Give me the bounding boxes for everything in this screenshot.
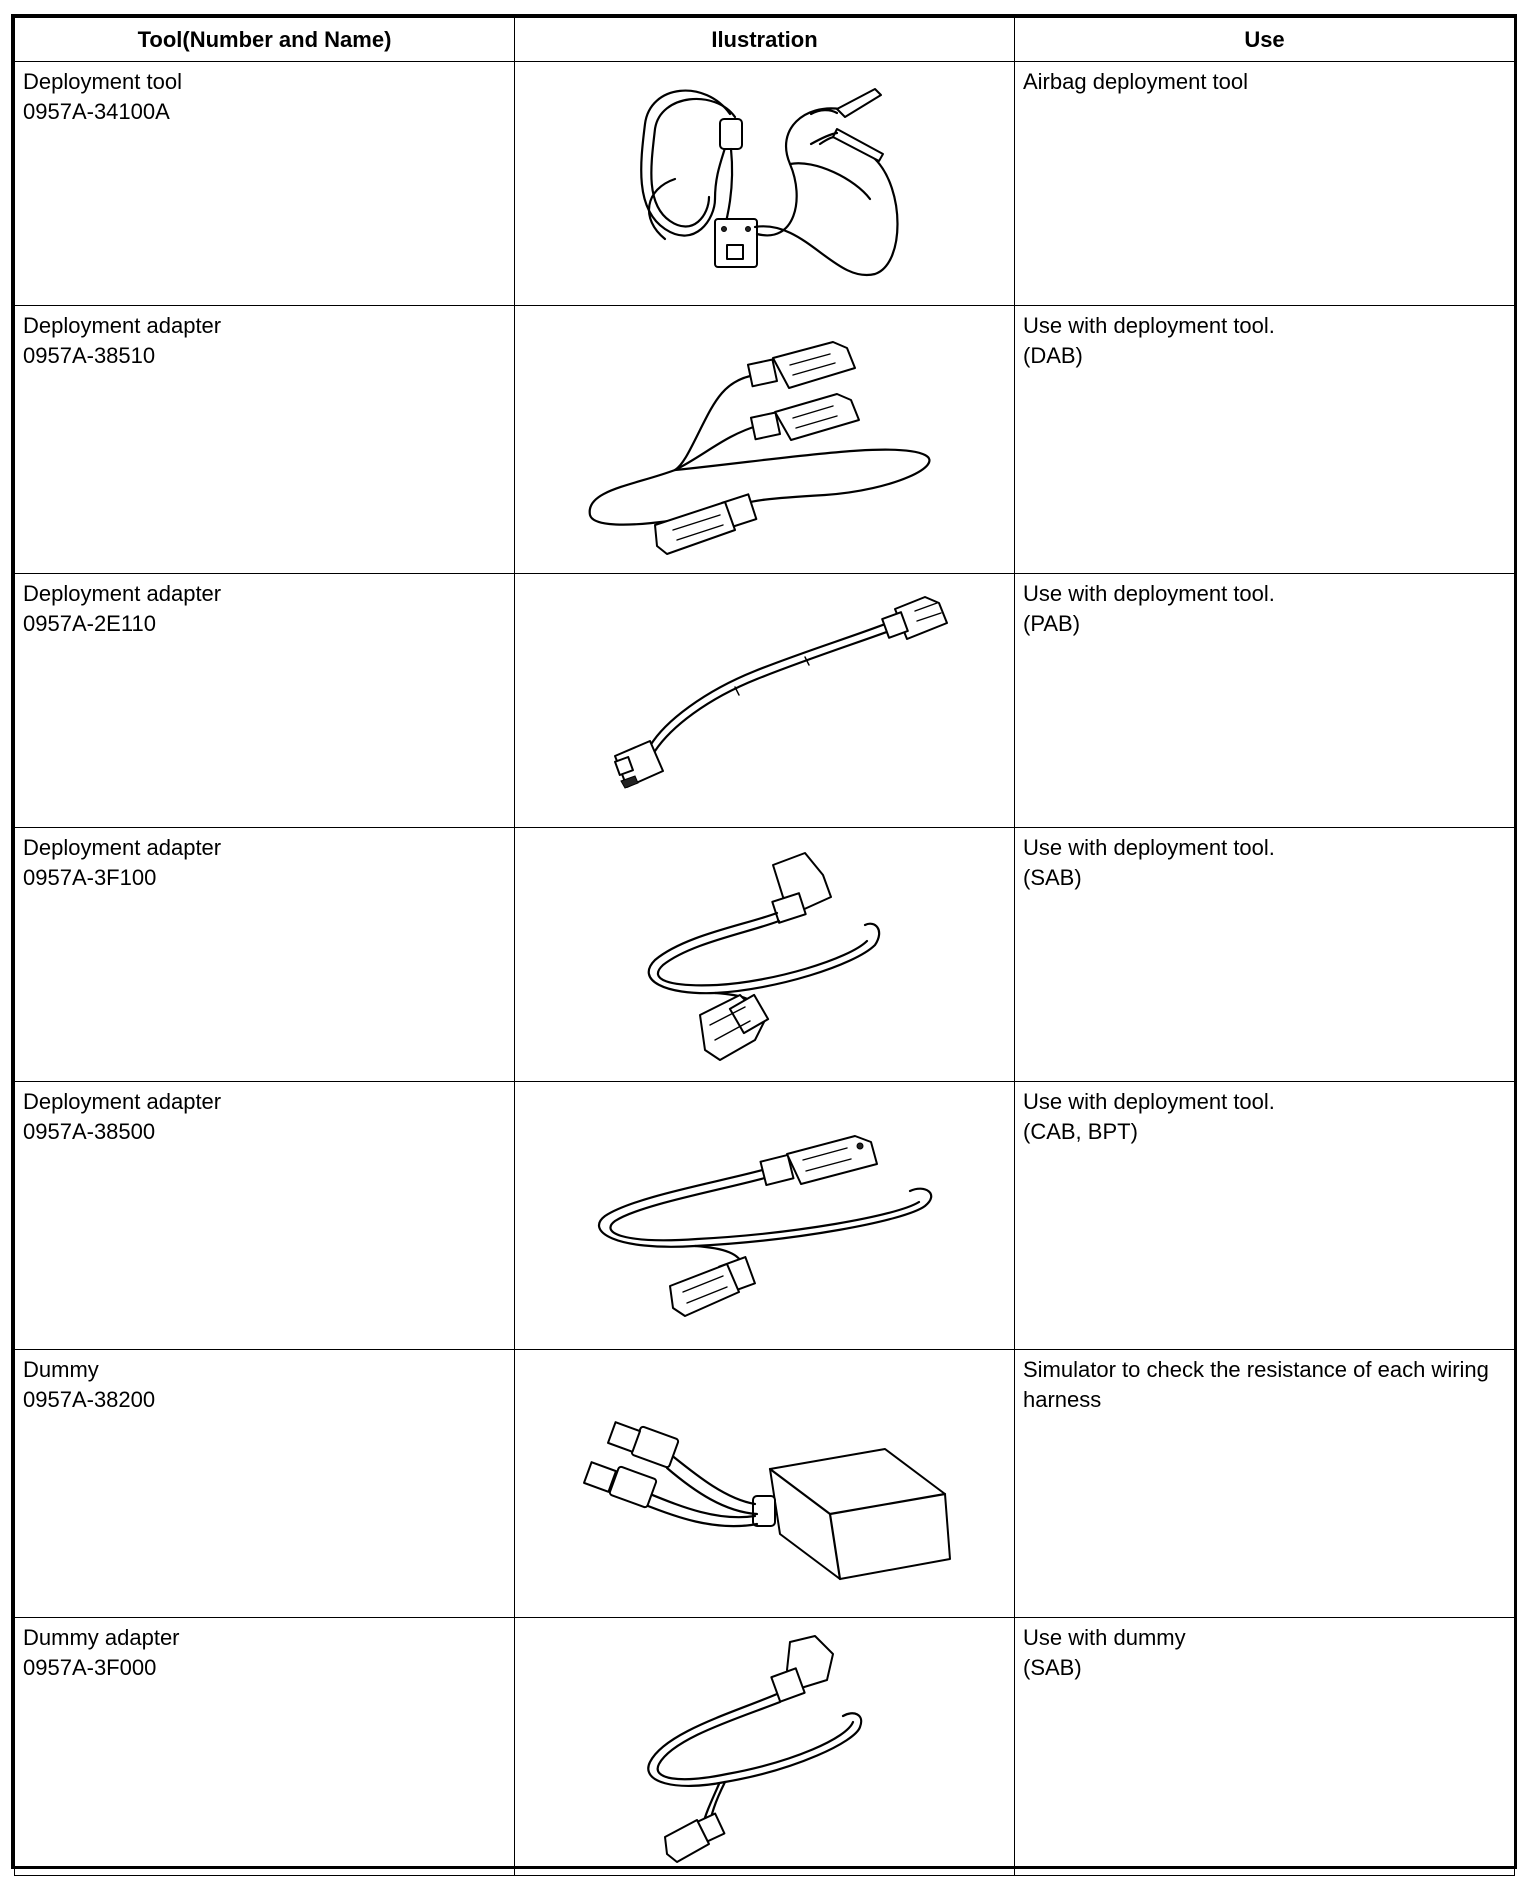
- tool-number: 0957A-3F000: [23, 1655, 157, 1680]
- deployment-tool-icon: [605, 69, 925, 299]
- tool-number: 0957A-38200: [23, 1387, 156, 1412]
- use-line: Simulator to check the resistance of each wiring harness: [1023, 1357, 1489, 1412]
- table-row: [15, 62, 1515, 306]
- use-line: Use with deployment tool.: [1023, 1089, 1275, 1114]
- use-cell: [1015, 1618, 1515, 1876]
- tool-cell: [15, 828, 515, 1082]
- table-row: [15, 828, 1515, 1082]
- use-cell: [1015, 1350, 1515, 1618]
- tool-number: 0957A-2E110: [23, 611, 156, 636]
- tool-number: 0957A-38500: [23, 1119, 156, 1144]
- use-line: (CAB, BPT): [1023, 1119, 1138, 1144]
- pab-adapter-icon: [555, 581, 975, 821]
- use-cell: [1015, 306, 1515, 574]
- tool-name: Deployment adapter: [23, 1089, 222, 1114]
- use-line: Use with deployment tool.: [1023, 835, 1275, 860]
- tool-number: 0957A-38510: [23, 343, 156, 368]
- tool-name: Dummy adapter: [23, 1625, 180, 1650]
- tool-cell: [15, 62, 515, 306]
- illustration-cell: [515, 306, 1015, 574]
- dab-adapter-icon: [575, 320, 955, 560]
- illustration-cell: [515, 1618, 1015, 1876]
- dummy-icon: [555, 1364, 975, 1604]
- sab-adapter-icon: [605, 835, 925, 1075]
- tool-cell: [15, 1350, 515, 1618]
- tool-number: 0957A-34100A: [23, 99, 170, 124]
- use-cell: [1015, 1082, 1515, 1350]
- illustration-cell: [515, 1350, 1015, 1618]
- tool-cell: [15, 574, 515, 828]
- use-cell: [1015, 62, 1515, 306]
- tool-cell: [15, 1082, 515, 1350]
- special-tools-table-frame: [11, 14, 1517, 1869]
- use-cell: [1015, 828, 1515, 1082]
- use-line: (DAB): [1023, 343, 1083, 368]
- tool-name: Deployment adapter: [23, 313, 222, 338]
- illustration-cell: [515, 1082, 1015, 1350]
- header-tool: Tool(Number and Name): [15, 18, 515, 62]
- header-use: Use: [1015, 18, 1515, 62]
- tool-cell: [15, 306, 515, 574]
- use-line: Use with deployment tool.: [1023, 581, 1275, 606]
- use-line: (SAB): [1023, 865, 1082, 890]
- table-row: [15, 306, 1515, 574]
- tool-name: Deployment tool: [23, 69, 182, 94]
- use-line: Airbag deployment tool: [1023, 69, 1249, 94]
- use-line: (SAB): [1023, 1655, 1082, 1680]
- table-row: [15, 574, 1515, 828]
- table-row: [15, 1082, 1515, 1350]
- header-row: [15, 18, 1515, 62]
- table-row: [15, 1350, 1515, 1618]
- special-tools-table: [14, 17, 1515, 1876]
- tool-name: Deployment adapter: [23, 835, 222, 860]
- use-line: Use with deployment tool.: [1023, 313, 1275, 338]
- table-row: [15, 1618, 1515, 1876]
- illustration-cell: [515, 828, 1015, 1082]
- header-illustration: Ilustration: [515, 18, 1015, 62]
- tool-cell: [15, 1618, 515, 1876]
- use-cell: [1015, 574, 1515, 828]
- illustration-cell: [515, 62, 1015, 306]
- tool-name: Dummy: [23, 1357, 99, 1382]
- illustration-cell: [515, 574, 1015, 828]
- tool-name: Deployment adapter: [23, 581, 222, 606]
- use-line: (PAB): [1023, 611, 1081, 636]
- cab-bpt-adapter-icon: [575, 1096, 955, 1336]
- tool-number: 0957A-3F100: [23, 865, 157, 890]
- use-line: Use with dummy: [1023, 1625, 1186, 1650]
- dummy-adapter-icon: [615, 1622, 915, 1872]
